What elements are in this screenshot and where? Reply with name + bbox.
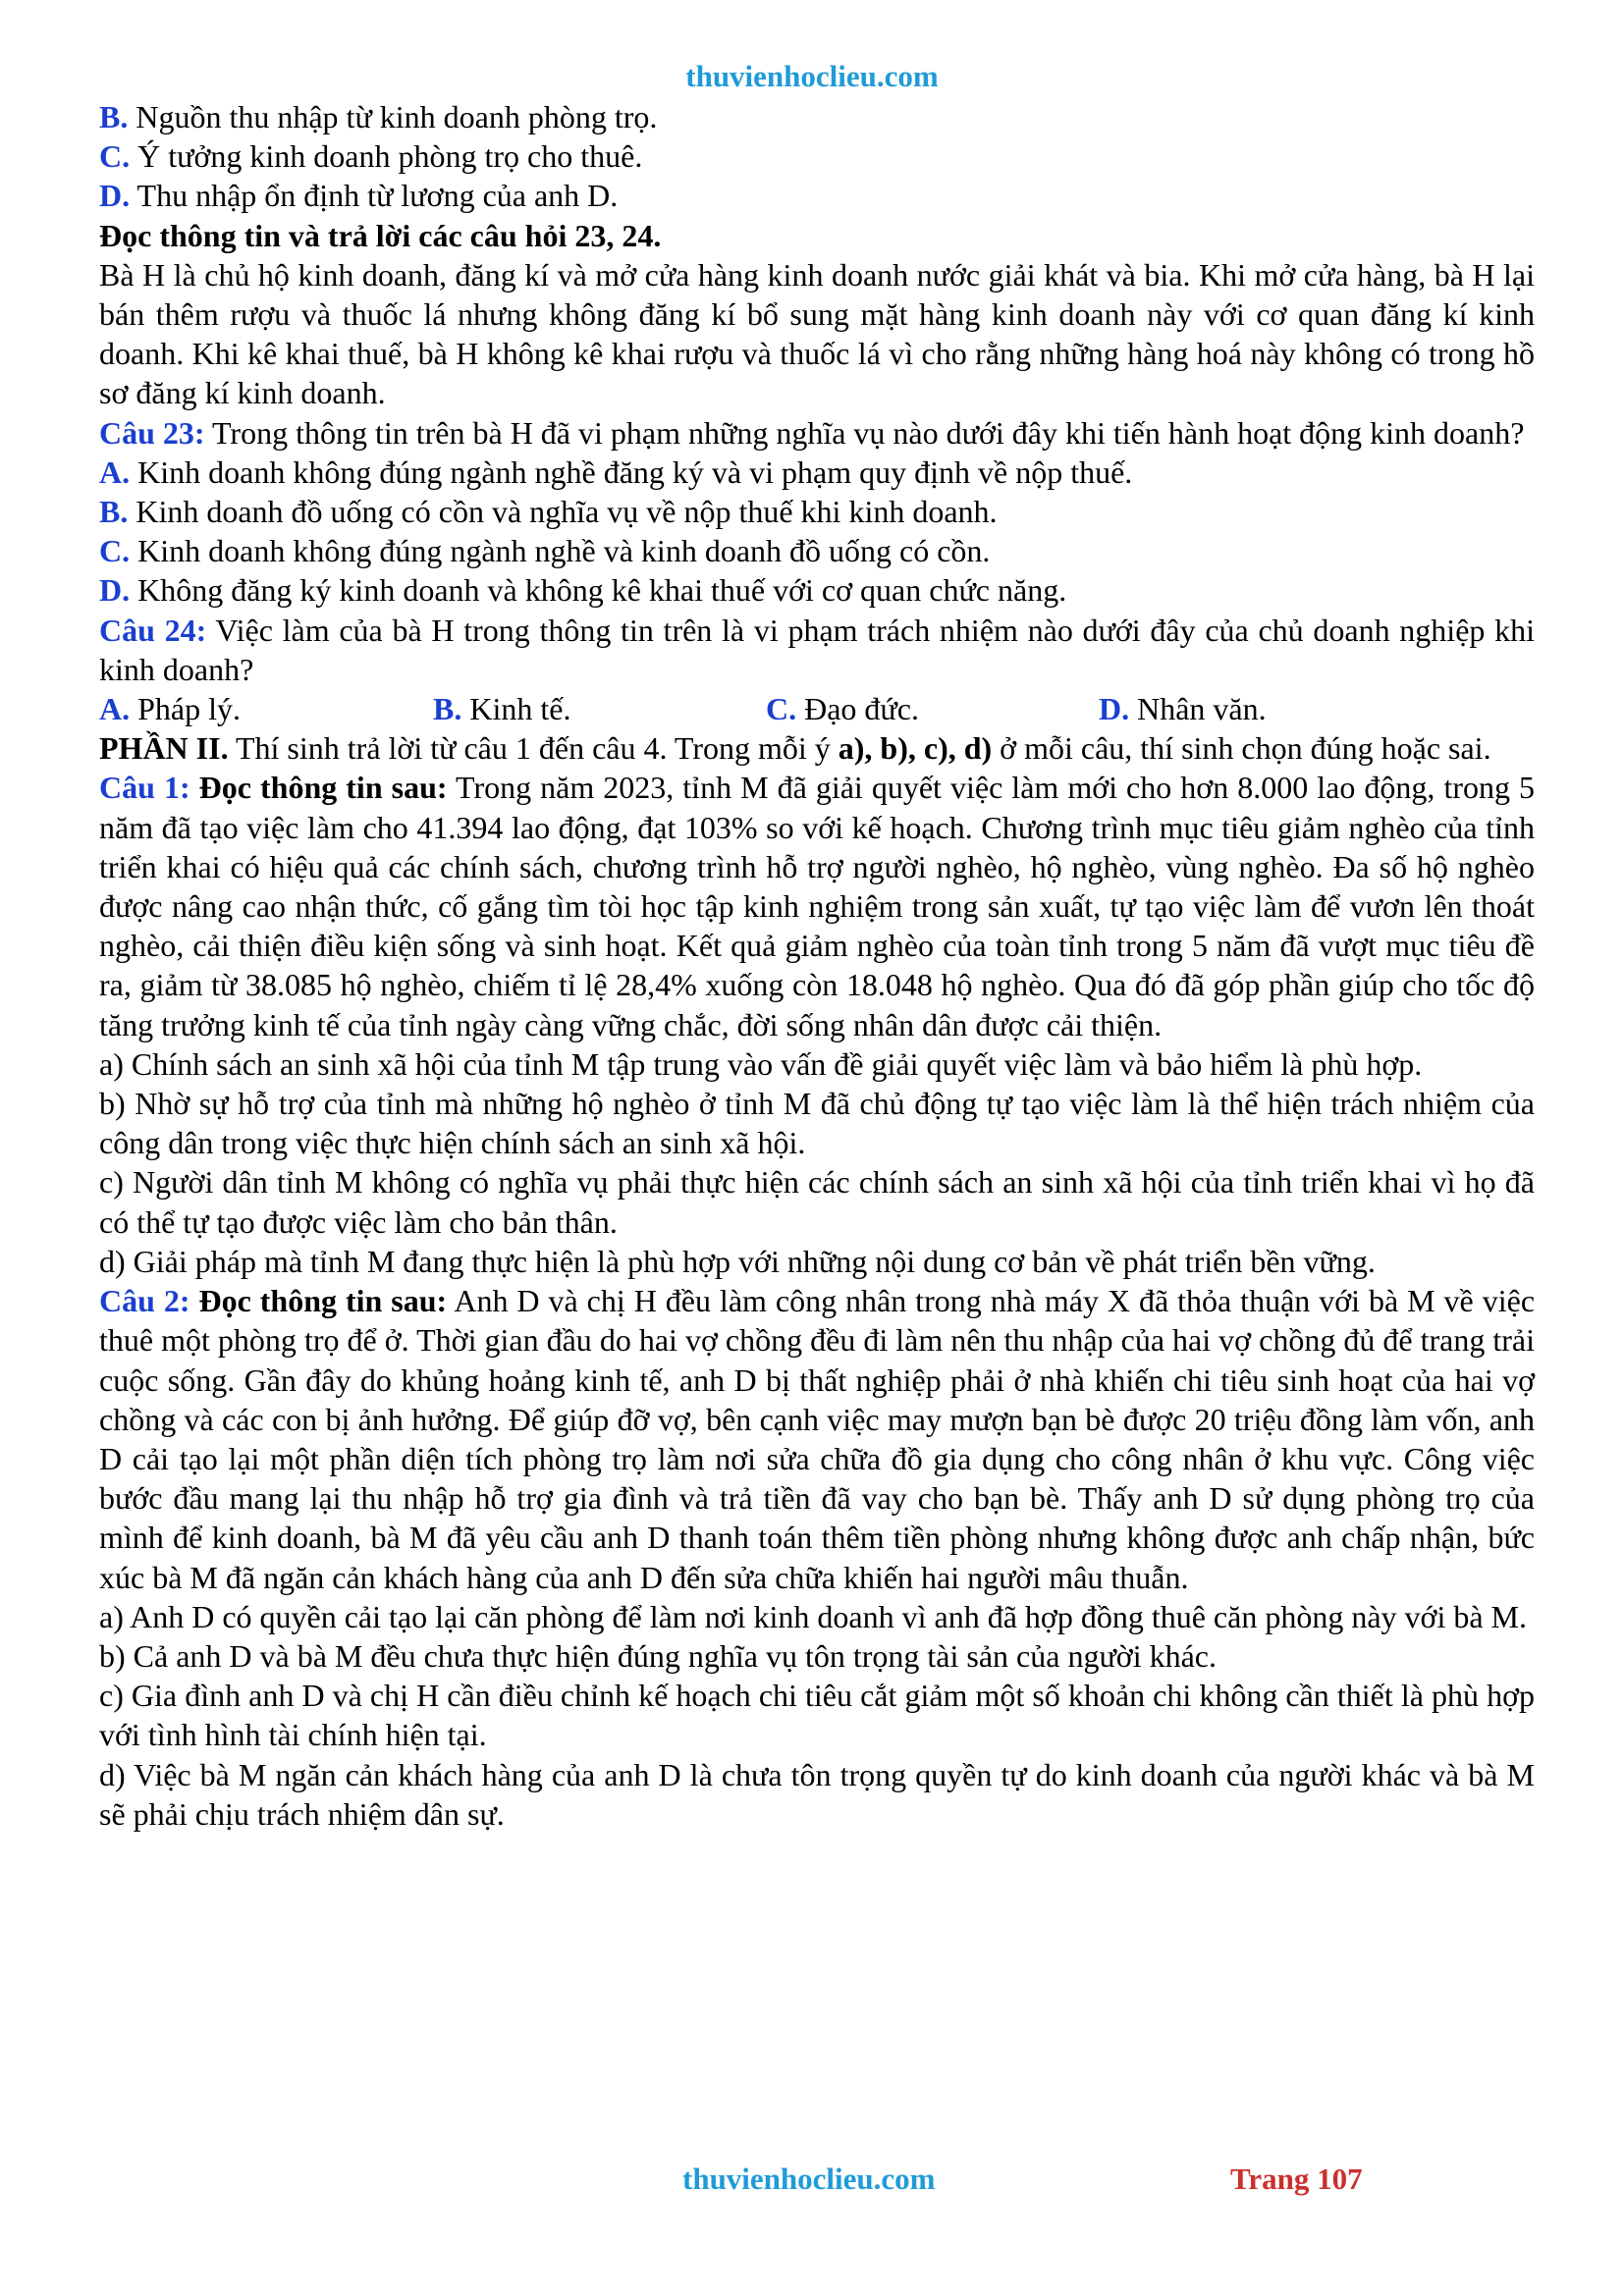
option-letter: C. — [99, 533, 131, 569]
option-text: Ý tưởng kinh doanh phòng trọ cho thuê. — [130, 138, 643, 175]
option-text: Kinh tế. — [461, 691, 571, 727]
question-text: Việc làm của bà H trong thông tin trên là vi phạm trách nhiệm nào dưới đây của chủ doanh nghiệp khi kinh doanh? — [99, 612, 1536, 687]
page-number-value: 107 — [1317, 2162, 1363, 2196]
option-letter: D. — [99, 572, 131, 609]
header-site-name[interactable]: thuvienhoclieu.com — [685, 59, 939, 93]
option-letter: C. — [766, 691, 797, 727]
q23-option-d — [99, 570, 1535, 610]
question-label: Câu 23: — [99, 414, 205, 451]
option-text: Đạo đức. — [796, 691, 919, 727]
question-text: Anh D và chị H đều làm công nhân trong nhà máy X đã thỏa thuận với bà M về việc thuê một phòng trọ để ở. Thời gian đầu do hai vợ chồng đều đi làm nên thu nhập của hai vợ chồng đủ để trang trải cuộc sống. Gần đây do khủng hoảng kinh tế, anh D bị thất nghiệp phải ở nhà khiến chi tiêu sinh hoạt của hai vợ chồng và các con bị ảnh hưởng. Để giúp đỡ vợ, bên cạnh việc may mượn bạn bè được 20 triệu đồng làm vốn, anh D cải tạo lại một phần diện tích phòng trọ làm nơi sửa chữa đồ gia dụng cho công nhân ở khu vực. Công việc bước đầu mang lại thu nhập hỗ trợ gia đình và trả tiền đã vay cho bạn bè. Thấy anh D sử dụng phòng trọ của mình để kinh doanh, bà M đã yêu cầu anh D thanh toán thêm tiền phòng nhưng không được anh chấp nhận, bức xúc bà M đã ngăn cản khách hàng của anh D đến sửa chữa khiến hai người mâu thuẫn. — [99, 1283, 1536, 1595]
page-number — [1230, 2160, 1363, 2199]
option-text: Kinh doanh không đúng ngành nghề đăng ký và vi phạm quy định về nộp thuế. — [130, 454, 1133, 490]
q24-options-row — [99, 689, 1535, 728]
question-label: Câu 2: — [99, 1283, 190, 1319]
option-text: Kinh doanh đồ uống có cồn và nghĩa vụ về nộp thuế khi kinh doanh. — [128, 494, 998, 530]
q22-option-d — [99, 176, 1535, 215]
passage-heading: Đọc thông tin và trả lời các câu hỏi 23, 24. — [99, 217, 662, 253]
option-letter: D. — [99, 178, 131, 214]
option-letter: C. — [99, 138, 131, 175]
q22-option-b — [99, 97, 1535, 136]
option-letter: B. — [433, 691, 462, 727]
option-letter: D. — [1099, 691, 1130, 727]
part2-question-2 — [99, 1281, 1535, 1597]
question-intro: Đọc thông tin sau: — [189, 770, 448, 806]
q24-option-b — [433, 689, 766, 728]
p2q1-statement-d: d) Giải pháp mà tỉnh M đang thực hiện là phù hợp với những nội dung cơ bản về phát triển bền vững. — [99, 1243, 1376, 1279]
document-body — [99, 97, 1535, 1834]
question-label: Câu 24: — [99, 612, 207, 648]
part-title: PHẦN II. — [99, 730, 229, 767]
q24-option-c — [766, 689, 1099, 728]
question-text: Trong thông tin trên bà H đã vi phạm những nghĩa vụ nào dưới đây khi tiến hành hoạt động kinh doanh? — [204, 414, 1525, 451]
question-text: Trong năm 2023, tỉnh M đã giải quyết việc làm mới cho hơn 8.000 lao động, trong 5 năm đã tạo việc làm cho 41.394 lao động, đạt 103% so với kế hoạch. Chương trình mục tiêu giảm nghèo của tỉnh triển khai có hiệu quả các chính sách, chương trình hỗ trợ người nghèo, hộ nghèo, vùng nghèo. Đa số hộ nghèo được nâng cao nhận thức, cố gắng tìm tòi học tập kinh nghiệm trong sản xuất, tự tạo việc làm để vươn lên thoát nghèo, cải thiện điều kiện sống và sinh hoạt. Kết quả giảm nghèo của toàn tỉnh trong 5 năm đã vượt mục tiêu đề ra, giảm từ 38.085 hộ nghèo, chiếm tỉ lệ 28,4% xuống còn 18.048 hộ nghèo. Qua đó đã góp phần giúp cho tốc độ tăng trưởng kinh tế của tỉnh ngày càng vững chắc, đời sống nhân dân được cải thiện. — [99, 770, 1536, 1042]
q23-option-a — [99, 453, 1535, 492]
question-24 — [99, 611, 1535, 689]
p2q2-statement-c: c) Gia đình anh D và chị H cần điều chỉnh kế hoạch chi tiêu cắt giảm một số khoản chi không cần thiết là phù hợp với tình hình tài chính hiện tại. — [99, 1678, 1535, 1753]
part-text: Thí sinh trả lời từ câu 1 đến câu 4. Trong mỗi ý — [228, 730, 839, 767]
p2q1-statement-c: c) Người dân tỉnh M không có nghĩa vụ phải thực hiện các chính sách an sinh xã hội của tỉnh triển khai vì họ đã có thể tự tạo được việc làm cho bản thân. — [99, 1164, 1535, 1240]
question-intro: Đọc thông tin sau: — [189, 1283, 448, 1319]
page-word: Trang — [1230, 2162, 1318, 2196]
option-letter: A. — [99, 691, 131, 727]
q24-option-a — [99, 689, 433, 728]
p2q1-statement-a: a) Chính sách an sinh xã hội của tỉnh M tập trung vào vấn đề giải quyết việc làm và bảo hiểm là phù hợp. — [99, 1045, 1423, 1082]
q22-option-c — [99, 136, 1535, 176]
option-text: Nhân văn. — [1129, 691, 1267, 727]
option-text: Pháp lý. — [130, 691, 241, 727]
q24-option-d — [1099, 689, 1267, 728]
option-text: Thu nhập ổn định từ lương của anh D. — [130, 178, 619, 214]
part-text: ở mỗi câu, thí sinh chọn đúng hoặc sai. — [992, 730, 1491, 767]
option-letter: A. — [99, 454, 131, 490]
question-23 — [99, 413, 1535, 453]
q23-option-c — [99, 531, 1535, 570]
part-2-instructions — [99, 728, 1535, 768]
question-label: Câu 1: — [99, 770, 190, 806]
p2q2-statement-b: b) Cả anh D và bà M đều chưa thực hiện đúng nghĩa vụ tôn trọng tài sản của người khác. — [99, 1637, 1217, 1674]
part2-question-1 — [99, 768, 1535, 1043]
p2q2-statement-a: a) Anh D có quyền cải tạo lại căn phòng để làm nơi kinh doanh vì anh đã hợp đồng thuê căn phòng này với bà M. — [99, 1598, 1527, 1634]
q23-option-b — [99, 492, 1535, 531]
option-text: Nguồn thu nhập từ kinh doanh phòng trọ. — [128, 99, 658, 134]
option-letter: B. — [99, 99, 129, 134]
part-markers: a), b), c), d) — [838, 730, 993, 767]
footer-site-name[interactable]: thuvienhoclieu.com — [682, 2162, 936, 2196]
p2q1-statement-b: b) Nhờ sự hỗ trợ của tỉnh mà những hộ nghèo ở tỉnh M đã chủ động tự tạo việc làm là thể hiện trách nhiệm của công dân trong việc thực hiện chính sách an sinh xã hội. — [99, 1086, 1535, 1161]
passage-text: Bà H là chủ hộ kinh doanh, đăng kí và mở cửa hàng kinh doanh nước giải khát và bia. Khi mở cửa hàng, bà H lại bán thêm rượu và thuốc lá nhưng không đăng kí bổ sung mặt hàng kinh doanh này với cơ quan đăng kí kinh doanh. Khi kê khai thuế, bà H không kê khai rượu và thuốc lá vì cho rằng những hàng hoá này không có trong hồ sơ đăng kí kinh doanh. — [99, 256, 1535, 411]
option-text: Không đăng ký kinh doanh và không kê khai thuế với cơ quan chức năng. — [130, 572, 1067, 609]
option-text: Kinh doanh không đúng ngành nghề và kinh doanh đồ uống có cồn. — [130, 533, 991, 569]
p2q2-statement-d: d) Việc bà M ngăn cản khách hàng của anh D là chưa tôn trọng quyền tự do kinh doanh của người khác và bà M sẽ phải chịu trách nhiệm dân sự. — [99, 1756, 1535, 1832]
option-letter: B. — [99, 494, 129, 530]
